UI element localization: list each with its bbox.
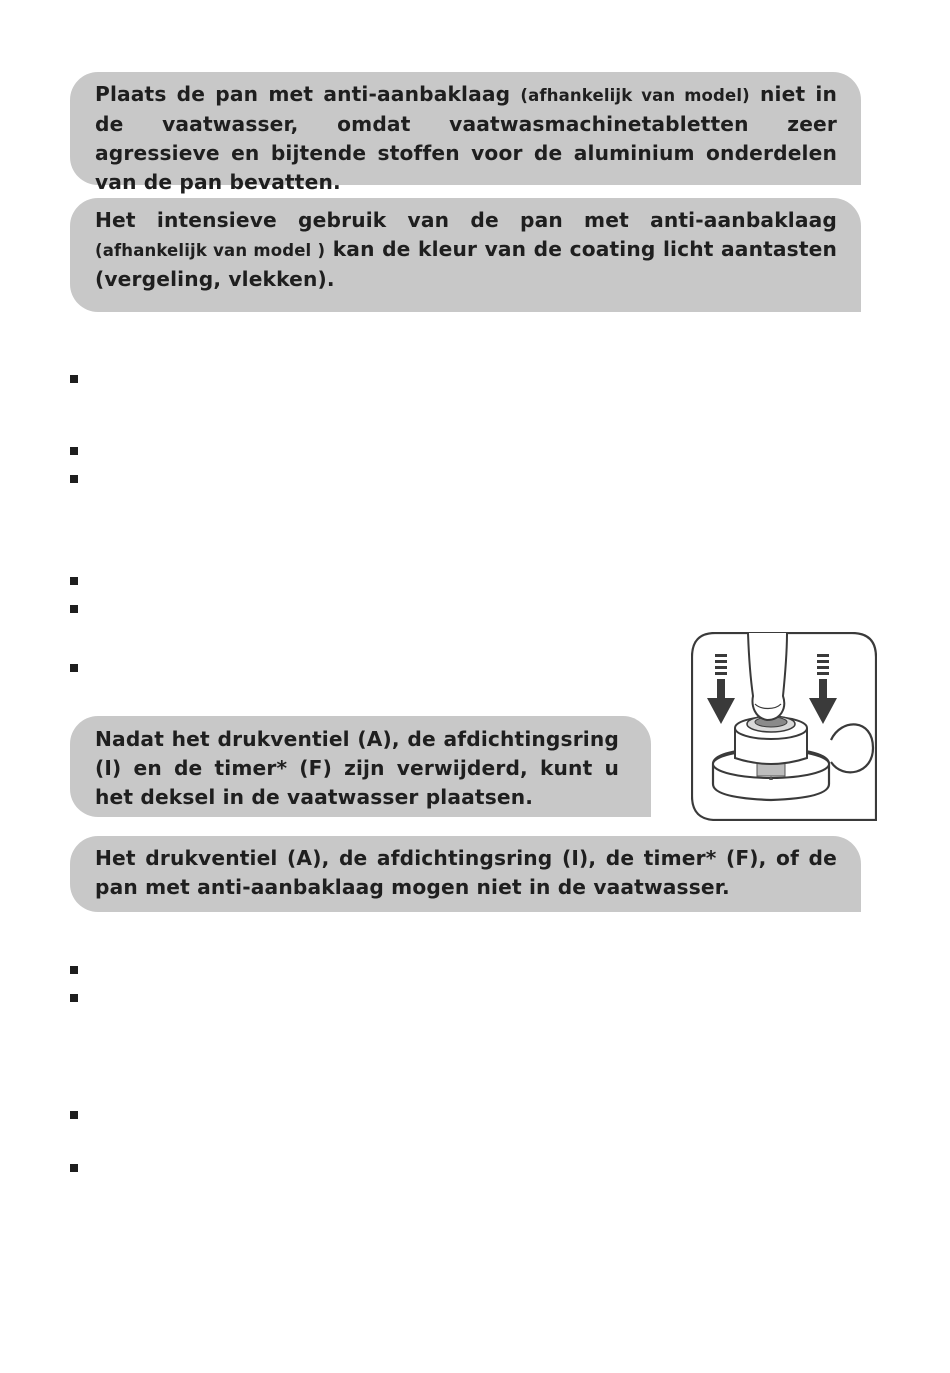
note-box-coating-discoloration bbox=[70, 198, 861, 312]
bullet-marker bbox=[70, 664, 78, 672]
note-box-dishwasher-nonstick bbox=[70, 72, 861, 194]
note-text: Nadat het drukventiel (A), de afdichtingsring (I) en de timer* (F) zijn verwijderd, kunt u het deksel in de vaatwasser plaatsen. bbox=[95, 727, 619, 809]
bullet-marker bbox=[70, 994, 78, 1002]
note-text: Plaats de pan met anti-aanbaklaag bbox=[95, 82, 521, 106]
bullet-marker bbox=[70, 577, 78, 585]
note-text-small: (afhankelijk van model) bbox=[520, 86, 750, 105]
press-valve-illustration bbox=[691, 632, 877, 821]
note-text: Het drukventiel (A), de afdichtingsring (I), de timer* (F), of de pan met anti-aanbaklaag mogen niet in de vaatwasser. bbox=[95, 846, 837, 899]
note-box-lid-dishwasher bbox=[70, 716, 651, 817]
note-box-parts-not-dishwasher bbox=[70, 836, 861, 912]
bullet-marker bbox=[70, 605, 78, 613]
bullet-marker bbox=[70, 375, 78, 383]
note-text: kan de kleur van de coating licht aantasten (vergeling, vlekken). bbox=[95, 237, 837, 291]
note-text: Het intensieve gebruik van de pan met anti-aanbaklaag bbox=[95, 208, 837, 232]
note-text-small: (afhankelijk van model ) bbox=[95, 241, 326, 260]
bullet-marker bbox=[70, 1111, 78, 1119]
bullet-marker bbox=[70, 966, 78, 974]
note-text: niet in de vaatwasser, omdat vaatwasmachinetabletten zeer agressieve en bijtende stoffen voor de aluminium onderdelen van de pan bevatten. bbox=[95, 82, 837, 194]
bullet-marker bbox=[70, 1164, 78, 1172]
bullet-marker bbox=[70, 475, 78, 483]
bullet-marker bbox=[70, 447, 78, 455]
